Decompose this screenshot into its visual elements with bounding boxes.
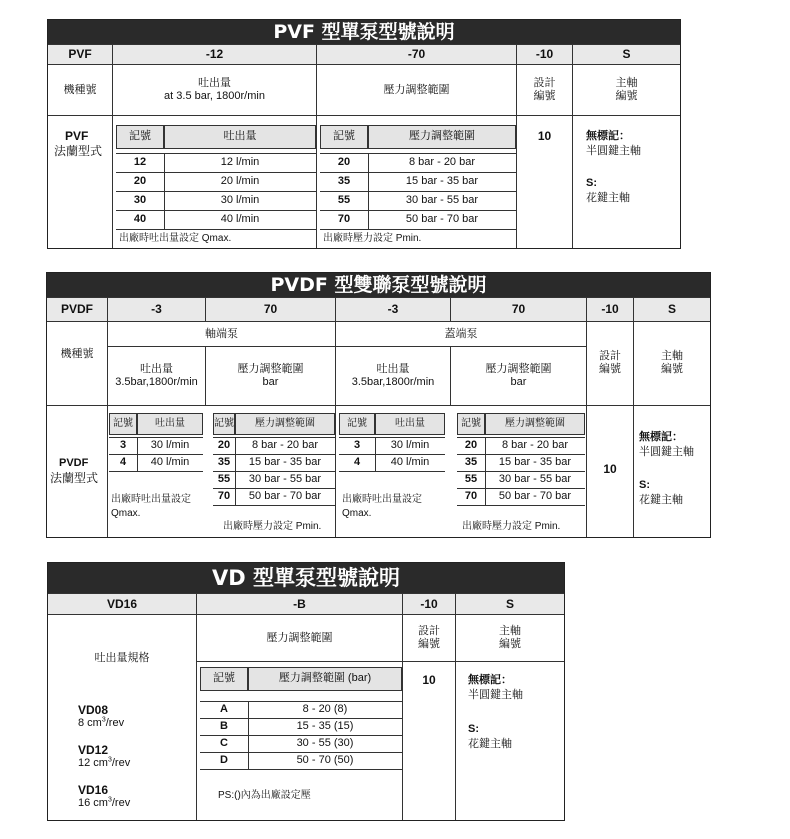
pvf-row-label: 機種號 (63, 83, 97, 96)
pvdf-flow1-note-2: Qmax. (111, 508, 141, 519)
pvf-flow-label-text: 吐出量 (198, 77, 231, 89)
pvdf-press-line (213, 437, 335, 438)
pvf-flow-sub: at 3.5 bar, 1800r/min (164, 90, 265, 102)
vd-model-cc-unit: /rev (111, 757, 131, 769)
vd-model-name: VD12 (78, 743, 109, 757)
pvdf-col-press1: 70 (206, 298, 335, 321)
pvdf-flow-value: 30 l/min (390, 439, 430, 451)
vd-col-pressure: -B (197, 594, 402, 614)
pvdf-press-code: 55 (217, 473, 231, 485)
pvf-press-code: 35 (337, 175, 351, 187)
pvdf-press-value: 15 bar - 35 bar (248, 456, 322, 468)
vd-col-design: -10 (403, 594, 455, 614)
pvf-flow-value: 30 l/min (220, 194, 260, 206)
pvdf-shaft-s: S: (639, 479, 650, 491)
pvdf-flow1-sub: 3.5bar,1800r/min (115, 376, 198, 388)
vd-code-hdr: 記號 (213, 672, 235, 684)
pvf-press-hdr: 壓力調整範圍 (409, 130, 475, 142)
pvf-type-2: 法蘭型式 (54, 144, 103, 158)
pvdf-press-line (457, 454, 585, 455)
pvdf-flow-code: 3 (353, 439, 361, 451)
pvdf-shaft-end: 軸端泵 (205, 327, 238, 340)
vd-design-value: 10 (422, 673, 436, 687)
pvdf-press-code: 70 (464, 490, 478, 502)
pvf-press-code: 70 (337, 213, 351, 225)
vd-model-cc-value: 8 cm (78, 717, 102, 729)
pvdf-flow-line (339, 454, 445, 455)
pvdf-press-value: 30 bar - 55 bar (498, 473, 572, 485)
vd-press-value: 30 - 55 (30) (296, 737, 354, 749)
pvdf-press-code: 70 (217, 490, 231, 502)
pvf-flow-code: 30 (133, 194, 147, 206)
pvdf-flow2-note-2: Qmax. (342, 508, 372, 519)
pvdf-flow-hdr: 吐出量 (155, 418, 185, 429)
pvf-type-1: PVF (65, 129, 89, 143)
pvf-press-value: 30 bar - 55 bar (405, 194, 479, 206)
vd-model-cc (78, 757, 130, 770)
pvdf-press1-label (206, 347, 335, 405)
pvf-press-value: 8 bar - 20 bar (408, 156, 476, 168)
pvdf-flow-hdr: 吐出量 (395, 418, 425, 429)
vd-title: VD 型單泵型號說明 (48, 563, 564, 593)
vd-model-name: VD16 (78, 783, 109, 797)
vd-press-code: A (220, 703, 228, 715)
pvf-flow-hdr: 吐出量 (223, 130, 257, 142)
pvdf-flow-vline (137, 437, 138, 471)
vd-press-code: D (220, 754, 228, 766)
pvdf-press-hdr: 壓力調整範圍 (255, 418, 315, 429)
vd-press-code: B (220, 720, 228, 732)
pvdf-col-flow1: -3 (108, 298, 205, 321)
vd-col-model: VD16 (48, 594, 196, 614)
pvdf-flow-code: 4 (353, 456, 361, 468)
pvdf-press-code: 55 (464, 473, 478, 485)
pvdf-press-value: 30 bar - 55 bar (248, 473, 322, 485)
pvdf-flow2-label (336, 347, 450, 405)
pvf-flow-code: 12 (133, 156, 147, 168)
vd-model-cc-unit: /rev (105, 717, 125, 729)
pvdf-press-line (457, 505, 585, 506)
pvdf-flow2-sub: 3.5bar,1800r/min (351, 376, 435, 388)
pvdf-press-line (457, 488, 585, 489)
pvdf-flow-value: 40 l/min (390, 456, 430, 468)
pvdf-type-1: PVDF (59, 457, 89, 469)
pvf-flow-label (113, 65, 316, 115)
pvf-flow-value: 12 l/min (220, 156, 260, 168)
pvdf-flow1-label (108, 347, 205, 405)
pvdf-flow1-text: 吐出量 (140, 363, 173, 375)
vd-shaft-s: S: (468, 723, 479, 735)
pvdf-flow-value: 30 l/min (150, 439, 190, 451)
pvdf-press-vline (235, 437, 236, 505)
vd-shaft-none-desc: 半圓鍵主軸 (468, 689, 523, 701)
pvdf-press-code: 35 (217, 456, 231, 468)
pvdf-press1-text: 壓力調整範圍 (237, 363, 304, 375)
pvf-press-value: 50 bar - 70 bar (405, 213, 479, 225)
pvdf-table (46, 272, 711, 538)
pvdf-flow2-note-1: 出廠時吐出量設定 (342, 494, 422, 505)
pvdf-flow-code-hdr: 記號 (113, 418, 133, 429)
pvdf-row-label: 機種號 (60, 348, 94, 360)
vd-press-hdr: 壓力調整範圍 (bar) (278, 672, 372, 684)
vd-press-value: 15 - 35 (15) (296, 720, 354, 732)
pvf-table (47, 19, 681, 249)
pvdf-press-value: 8 bar - 20 bar (251, 439, 319, 451)
pvf-flow-value: 20 l/min (220, 175, 260, 187)
pvdf-col-design: -10 (587, 298, 633, 321)
pvdf-press-value: 15 bar - 35 bar (498, 456, 572, 468)
pvdf-flow-code-hdr: 記號 (347, 418, 367, 429)
pvdf-press-hdr: 壓力調整範圍 (505, 418, 565, 429)
vd-model-cc-exp: 3 (107, 756, 112, 764)
pvf-press-value: 15 bar - 35 bar (405, 175, 479, 187)
pvdf-press-value: 50 bar - 70 bar (248, 490, 322, 502)
pvf-col-pressure: -70 (317, 45, 516, 64)
pvdf-cover-end: 蓋端泵 (444, 327, 478, 340)
pvdf-flow2-text: 吐出量 (376, 363, 410, 375)
pvdf-shaft-s-desc: 花鍵主軸 (639, 494, 683, 506)
vd-shaft-label: 主軸 編號 (499, 625, 521, 650)
pvf-col-shaft: S (573, 45, 680, 64)
pvdf-press-code: 20 (217, 439, 231, 451)
pvdf-design-value: 10 (603, 462, 617, 476)
pvdf-flow-line (339, 471, 445, 472)
pvf-press-code: 55 (337, 194, 351, 206)
pvf-press-code: 20 (337, 156, 351, 168)
pvdf-flow-line (339, 437, 445, 438)
pvf-design-value: 10 (537, 129, 552, 143)
vd-model-cc-value: 12 cm (78, 757, 108, 769)
pvdf-press-value: 8 bar - 20 bar (501, 439, 569, 451)
pvf-pressure-label: 壓力調整範圍 (383, 83, 450, 96)
pvdf-press-value: 50 bar - 70 bar (498, 490, 572, 502)
pvdf-press-line (213, 505, 335, 506)
pvf-pressure-note: 出廠時壓力設定 Pmin. (323, 233, 422, 244)
pvdf-press-line (457, 437, 585, 438)
pvdf-flow-code: 3 (119, 439, 127, 451)
pvdf-press-code: 35 (464, 456, 478, 468)
pvdf-shaft-none: 無標記： (639, 431, 683, 443)
vd-press-value: 8 - 20 (8) (302, 703, 348, 715)
pvf-press-code-hdr: 記號 (333, 130, 355, 142)
vd-design-label: 設計 編號 (418, 625, 440, 650)
pvf-flow-value: 40 l/min (220, 213, 260, 225)
vd-press-code: C (220, 737, 228, 749)
vd-model-name: VD08 (78, 703, 109, 717)
pvdf-title: PVDF 型雙聯泵型號說明 (47, 273, 710, 297)
vd-pressure-label: 壓力調整範圍 (266, 631, 333, 644)
pvdf-type-2: 法蘭型式 (50, 471, 99, 485)
pvdf-press-code: 20 (464, 439, 478, 451)
vd-model-cc (78, 797, 130, 810)
pvdf-press-line (213, 488, 335, 489)
pvdf-press1-sub: bar (262, 376, 279, 388)
vd-model-cc (78, 717, 124, 730)
pvdf-design-label: 設計 編號 (599, 350, 621, 375)
pvdf-press-code-hdr: 記號 (214, 418, 234, 429)
pvdf-press2-text: 壓力調整範圍 (485, 363, 552, 375)
vd-note: PS:()內為出廠設定壓 (218, 790, 311, 801)
pvf-title: PVF 型單泵型號說明 (48, 20, 680, 44)
pvdf-flow-line (109, 437, 203, 438)
pvdf-col-press2: 70 (451, 298, 586, 321)
pvdf-press-code-hdr: 記號 (461, 418, 481, 429)
pvf-col-model: PVF (48, 45, 112, 64)
pvdf-press-line (213, 454, 335, 455)
pvdf-flow-line (109, 454, 203, 455)
pvdf-col-shaft: S (634, 298, 710, 321)
pvf-flow-code-hdr: 記號 (129, 130, 151, 142)
pvf-flow-note: 出廠時吐出量設定 Qmax. (119, 233, 232, 244)
pvdf-flow-line (109, 471, 203, 472)
vd-model-cc-value: 16 cm (78, 797, 108, 809)
pvdf-press2-note: 出廠時壓力設定 Pmin. (462, 521, 561, 532)
vd-table (47, 562, 565, 821)
pvf-shaft-s-desc: 花鍵主軸 (586, 192, 630, 204)
vd-model-cc-exp: 3 (101, 716, 106, 724)
pvf-design-label: 設計 編號 (533, 77, 556, 102)
pvdf-flow-code: 4 (119, 456, 127, 468)
pvdf-col-flow2: -3 (336, 298, 450, 321)
vd-shaft-none: 無標記： (468, 674, 512, 686)
pvdf-press2-label (451, 347, 586, 405)
pvf-shaft-none: 無標記： (586, 130, 630, 142)
pvdf-press1-note: 出廠時壓力設定 Pmin. (223, 521, 322, 532)
pvdf-press-vline (485, 437, 486, 505)
vd-model-cc-unit: /rev (111, 797, 131, 809)
vd-flow-spec: 吐出量規格 (94, 651, 150, 664)
pvdf-shaft-label: 主軸 編號 (661, 350, 683, 375)
pvf-shaft-s: S: (586, 177, 597, 189)
pvf-col-design: -10 (517, 45, 572, 64)
pvdf-press-line (457, 471, 585, 472)
pvdf-press2-sub: bar (510, 376, 527, 388)
pvf-flow-code: 20 (133, 175, 147, 187)
pvf-col-flow: -12 (113, 45, 316, 64)
pvdf-flow-value: 40 l/min (150, 456, 190, 468)
vd-shaft-s-desc: 花鍵主軸 (468, 738, 512, 750)
pvf-flow-code: 40 (133, 213, 147, 225)
pvf-shaft-label: 主軸 編號 (615, 77, 638, 102)
pvdf-shaft-none-desc: 半圓鍵主軸 (639, 446, 694, 458)
vd-model-cc-exp: 3 (107, 796, 112, 804)
vd-col-shaft: S (456, 594, 564, 614)
pvdf-flow1-note-1: 出廠時吐出量設定 (111, 494, 191, 505)
pvdf-flow-vline (375, 437, 376, 471)
pvdf-col-model: PVDF (47, 298, 107, 321)
pvdf-press-line (213, 471, 335, 472)
pvf-shaft-none-desc: 半圓鍵主軸 (586, 145, 641, 157)
vd-press-value: 50 - 70 (50) (296, 754, 354, 766)
